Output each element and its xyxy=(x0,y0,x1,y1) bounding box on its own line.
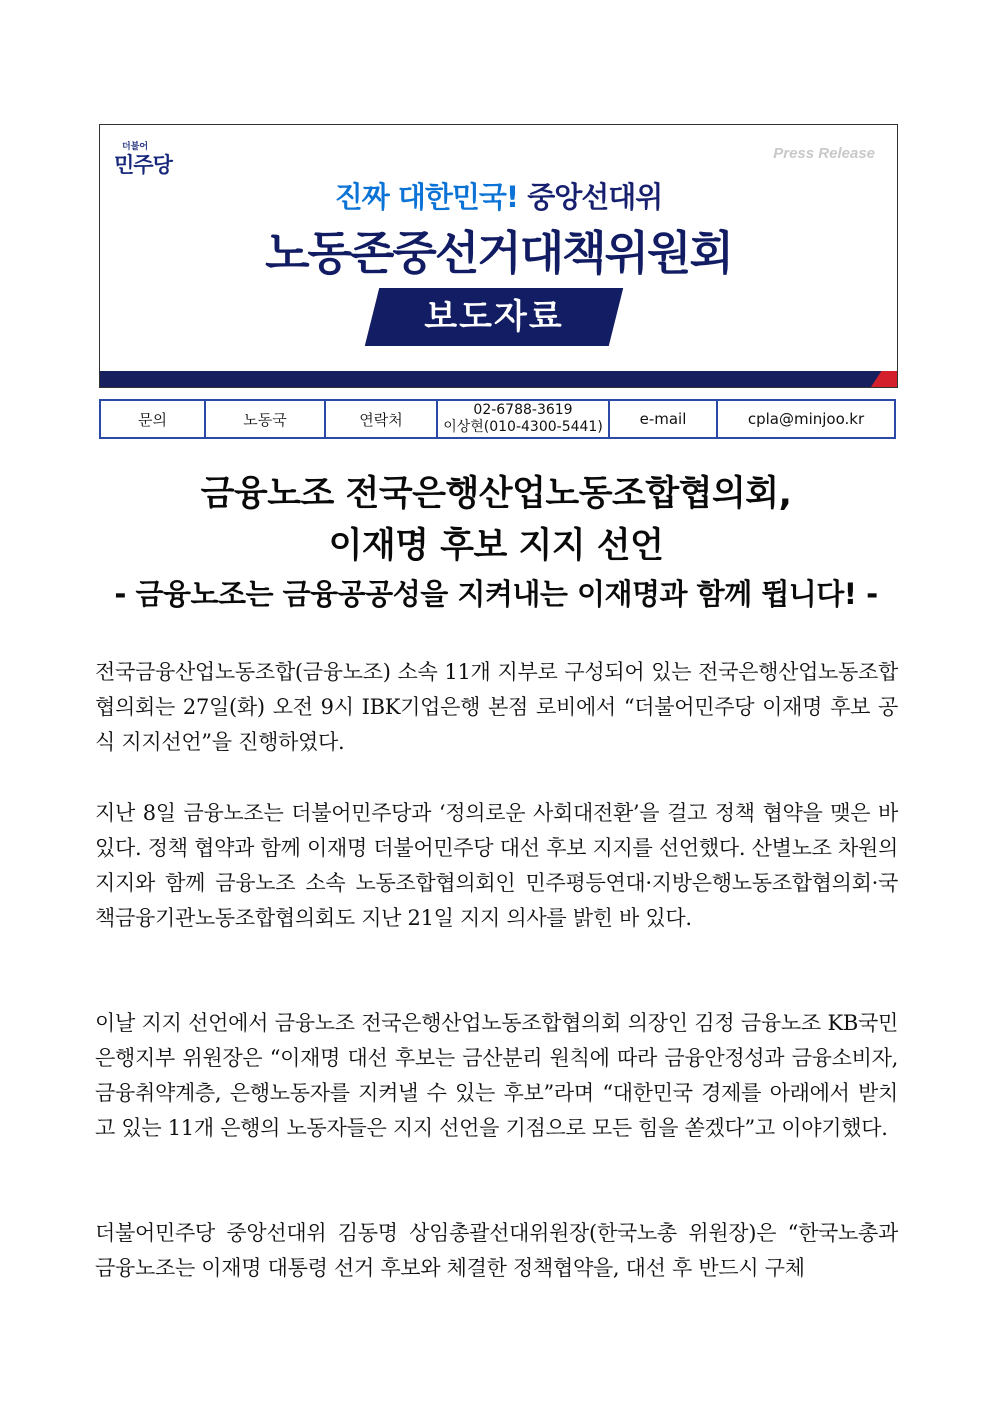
contact-label: 연락처 xyxy=(325,400,437,438)
body-paragraph-3: 이날 지지 선언에서 금융노조 전국은행산업노동조합협의회 의장인 김정 금융노조 KB국민은행지부 위원장은 “이재명 대선 후보는 금산분리 원칙에 따라 금융안정성과 금융소비자, 금융취약계층, 은행노동자를 지켜낼 수 있는 후보”라며 “대한민국 경제를 아래에서 받치고 있는 11개 은행의 노동자들은 지지 선언을 기점으로 모든 힘을 쏟겠다”고 이야기했다. xyxy=(95,1011,898,1140)
banner-tag-label: 보도자료 xyxy=(424,297,564,337)
body-paragraph-4: 더불어민주당 중앙선대위 김동명 상임총괄선대위원장(한국노총 위원장)은 “한국노총과 금융노조는 이재명 대통령 선거 후보와 체결한 정책협약을, 대선 후 반드시 구체 xyxy=(95,1221,898,1280)
press-release-banner xyxy=(99,124,898,388)
inquiry-label: 문의 xyxy=(100,400,205,438)
press-release-label: Press Release xyxy=(773,145,875,162)
contact-person: 이상현(010-4300-5441) xyxy=(443,419,603,435)
banner-title-rest: 중앙선대위 xyxy=(518,180,663,214)
contact-row xyxy=(100,400,895,438)
headline-line2: 이재명 후보 지지 선언 xyxy=(328,526,664,566)
banner-bottom-stripe xyxy=(100,371,897,387)
banner-title-line1 xyxy=(100,175,897,216)
email-address[interactable]: cpla@minjoo.kr xyxy=(717,400,895,438)
department-cell: 노동국 xyxy=(205,400,325,438)
banner-title-highlight: 진짜 대한민국! xyxy=(334,180,519,214)
body-paragraph-2: 지난 8일 금융노조는 더불어민주당과 ‘정의로운 사회대전환’을 걸고 정책 협약을 맺은 바 있다. 정책 협약과 함께 이재명 더불어민주당 대선 후보 지지를 선언했다. 산별노조 차원의 지지와 함께 금융노조 소속 노동조합협의회인 민주평등연대·지방은행노동조합협의회·국책금융기관노동조합협의회도 지난 21일 지지 의사를 밝힌 바 있다. xyxy=(95,801,898,930)
headline-line1: 금융노조 전국은행산업노동조합협의회, xyxy=(200,474,792,514)
body-paragraph-1: 전국금융산업노동조합(금융노조) 소속 11개 지부로 구성되어 있는 전국은행산업노동조합협의회는 27일(화) 오전 9시 IBK기업은행 본점 로비에서 “더불어민주당 이재명 후보 공식 지지선언”을 진행하였다. xyxy=(95,660,898,754)
logo-small-text: 더불어 xyxy=(122,142,149,152)
headline-block xyxy=(40,468,952,616)
headline-subtitle: - 금융노조는 금융공공성을 지켜내는 이재명과 함께 뜁니다! - xyxy=(114,577,878,611)
phone-number: 02-6788-3619 xyxy=(473,402,573,418)
contact-table xyxy=(99,399,896,439)
banner-title-line2: 노동존중선거대책위원회 xyxy=(265,226,732,280)
email-label: e-mail xyxy=(609,400,717,438)
logo-main-text: 민주당 xyxy=(114,153,172,177)
contact-numbers-cell xyxy=(437,400,609,438)
